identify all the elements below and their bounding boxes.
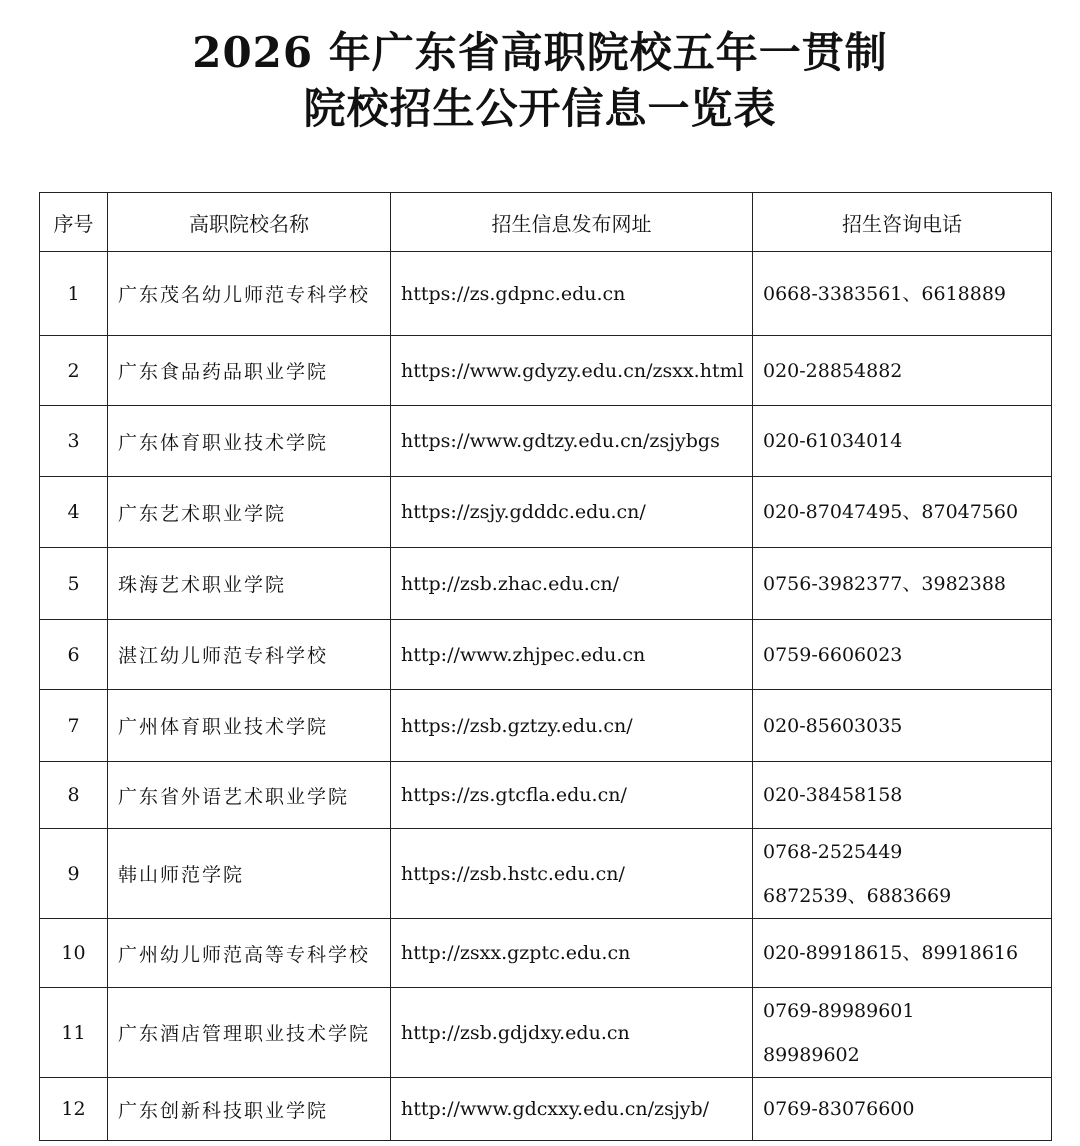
school-name: 广州体育职业技术学院 bbox=[108, 690, 391, 762]
phone-line: 0768-2525449 bbox=[763, 840, 903, 863]
phone-line: 020-87047495、87047560 bbox=[763, 501, 1019, 523]
row-number: 6 bbox=[40, 620, 108, 690]
phone-line: 89989602 bbox=[763, 1043, 860, 1066]
phone-line: 020-38458158 bbox=[763, 784, 903, 806]
phone-line: 0759-6606023 bbox=[763, 643, 903, 666]
school-name: 广州幼儿师范高等专科学校 bbox=[108, 919, 391, 988]
consult-phone bbox=[753, 252, 1052, 336]
consult-phone bbox=[753, 548, 1052, 620]
table-row bbox=[40, 252, 1052, 336]
page-title-line-2: 院校招生公开信息一览表 bbox=[303, 84, 777, 133]
school-name: 广东体育职业技术学院 bbox=[108, 406, 391, 477]
table-row bbox=[40, 919, 1052, 988]
school-name: 广东茂名幼儿师范专科学校 bbox=[108, 252, 391, 336]
header-consult-phone: 招生咨询电话 bbox=[753, 193, 1052, 252]
row-number: 7 bbox=[40, 690, 108, 762]
phone-line: 020-28854882 bbox=[763, 359, 903, 382]
phone-line: 0769-83076600 bbox=[763, 1098, 915, 1120]
admissions-url: http://zsb.zhac.edu.cn/ bbox=[391, 548, 753, 620]
table-row bbox=[40, 762, 1052, 829]
admissions-url: https://zsb.gztzy.edu.cn/ bbox=[391, 690, 753, 762]
consult-phone bbox=[753, 620, 1052, 690]
phone-line: 0668-3383561、6618889 bbox=[763, 282, 1007, 305]
phone-line: 0769-89989601 bbox=[763, 999, 915, 1022]
phone-line: 020-85603035 bbox=[763, 714, 903, 737]
school-name: 广东创新科技职业学院 bbox=[108, 1078, 391, 1141]
header-serial-number: 序号 bbox=[40, 193, 108, 252]
consult-phone bbox=[753, 690, 1052, 762]
consult-phone bbox=[753, 762, 1052, 829]
row-number: 3 bbox=[40, 406, 108, 477]
table-row bbox=[40, 336, 1052, 406]
table-header-row bbox=[40, 193, 1052, 252]
row-number: 11 bbox=[40, 988, 108, 1078]
consult-phone bbox=[753, 336, 1052, 406]
page-title-line-1: 2026 年广东省高职院校五年一贯制 bbox=[192, 28, 888, 77]
row-number: 8 bbox=[40, 762, 108, 829]
school-name: 广东食品药品职业学院 bbox=[108, 336, 391, 406]
admissions-url: https://www.gdyzy.edu.cn/zsxx.html bbox=[391, 336, 753, 406]
table-row bbox=[40, 548, 1052, 620]
consult-phone bbox=[753, 477, 1052, 548]
phone-line: 020-89918615、89918616 bbox=[763, 942, 1019, 964]
row-number: 9 bbox=[40, 829, 108, 919]
table-row bbox=[40, 406, 1052, 477]
consult-phone bbox=[753, 1078, 1052, 1141]
table-row bbox=[40, 1078, 1052, 1141]
admissions-url: http://www.zhjpec.edu.cn bbox=[391, 620, 753, 690]
header-admissions-url: 招生信息发布网址 bbox=[391, 193, 753, 252]
consult-phone bbox=[753, 919, 1052, 988]
phone-line: 0756-3982377、3982388 bbox=[763, 572, 1007, 595]
table-row bbox=[40, 477, 1052, 548]
consult-phone bbox=[753, 988, 1052, 1078]
row-number: 1 bbox=[40, 252, 108, 336]
table-row bbox=[40, 988, 1052, 1078]
row-number: 10 bbox=[40, 919, 108, 988]
table-row bbox=[40, 829, 1052, 919]
table-row bbox=[40, 620, 1052, 690]
school-name: 韩山师范学院 bbox=[108, 829, 391, 919]
phone-line: 020-61034014 bbox=[763, 430, 903, 452]
phone-line: 6872539、6883669 bbox=[763, 884, 952, 907]
header-school-name: 高职院校名称 bbox=[108, 193, 391, 252]
admissions-url: https://www.gdtzy.edu.cn/zsjybgs bbox=[391, 406, 753, 477]
row-number: 2 bbox=[40, 336, 108, 406]
school-name: 珠海艺术职业学院 bbox=[108, 548, 391, 620]
admissions-url: http://www.gdcxxy.edu.cn/zsjyb/ bbox=[391, 1078, 753, 1141]
row-number: 12 bbox=[40, 1078, 108, 1141]
school-name: 广东酒店管理职业技术学院 bbox=[108, 988, 391, 1078]
admissions-url: https://zs.gtcfla.edu.cn/ bbox=[391, 762, 753, 829]
admissions-url: https://zs.gdpnc.edu.cn bbox=[391, 252, 753, 336]
school-name: 湛江幼儿师范专科学校 bbox=[108, 620, 391, 690]
row-number: 5 bbox=[40, 548, 108, 620]
admissions-url: http://zsb.gdjdxy.edu.cn bbox=[391, 988, 753, 1078]
admissions-info-table bbox=[39, 192, 1052, 1141]
admissions-url: http://zsxx.gzptc.edu.cn bbox=[391, 919, 753, 988]
admissions-url: https://zsb.hstc.edu.cn/ bbox=[391, 829, 753, 919]
consult-phone bbox=[753, 829, 1052, 919]
consult-phone bbox=[753, 406, 1052, 477]
school-name: 广东艺术职业学院 bbox=[108, 477, 391, 548]
school-name: 广东省外语艺术职业学院 bbox=[108, 762, 391, 829]
row-number: 4 bbox=[40, 477, 108, 548]
admissions-url: https://zsjy.gdddc.edu.cn/ bbox=[391, 477, 753, 548]
table-row bbox=[40, 690, 1052, 762]
